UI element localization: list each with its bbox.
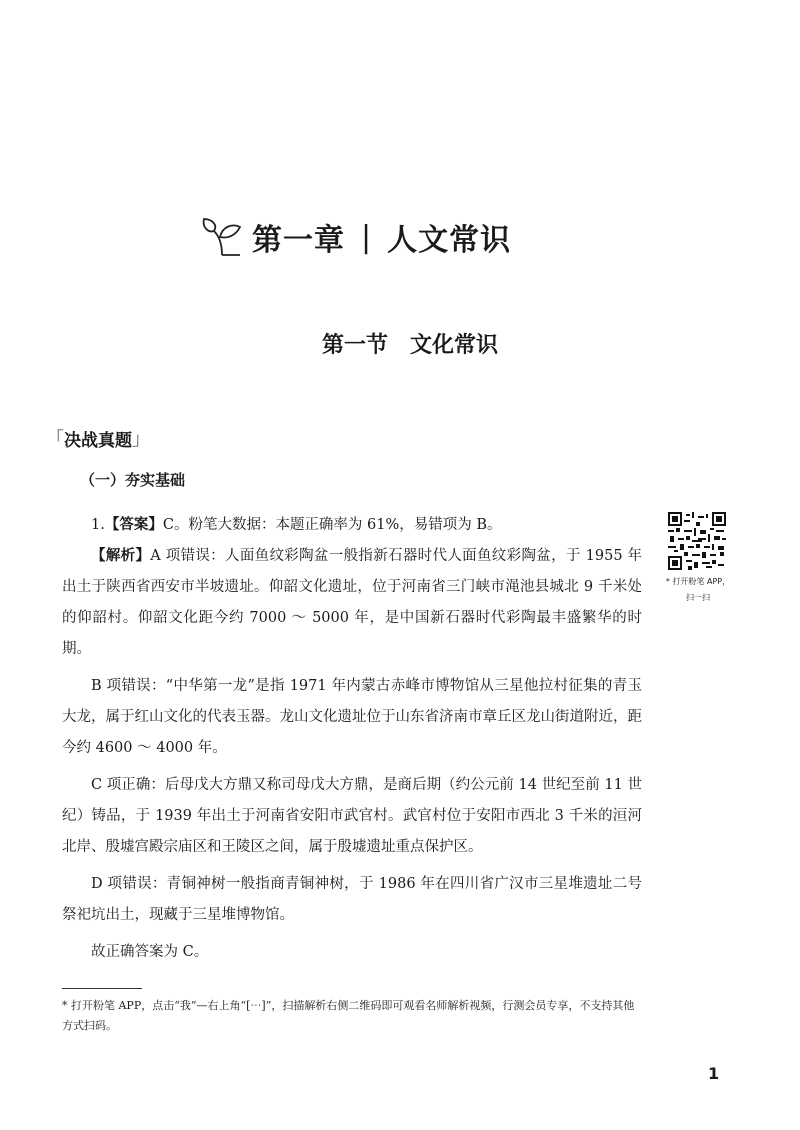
chapter-title: 人文常识 <box>387 223 512 258</box>
answer-text: C。粉笔大数据：本题正确率为 61%，易错项为 B。 <box>162 517 502 533</box>
answer-tag: 【答案】 <box>104 517 163 533</box>
sprout-icon <box>200 215 244 259</box>
analysis-c: C 项正确：后母戊大方鼎又称司母戊大方鼎，是商后期（约公元前 14 世纪至前 11 世纪）铸品，于 1939 年出土于河南省安阳市武官村。武官村位于安阳市西北 3 千米的洹河北岸、殷墟宫殿宗庙区和王陵区之间，属于殷墟遗址重点保护区。 <box>62 777 642 855</box>
subheading: （一）夯实基础 <box>80 471 186 489</box>
analysis-a-text: A 项错误：人面鱼纹彩陶盆一般指新石器时代人面鱼纹彩陶盆，于 1955 年出土于陕西省西安市半坡遗址。仰韶文化遗址，位于河南省三门峡市渑池县城北 9 千米处的仰韶村。仰韶文化距今约 7000 ～ 5000 年，是中国新石器时代彩陶最丰盛繁华的时期。 <box>62 548 643 657</box>
section-number: 第一节 <box>321 333 388 358</box>
analysis-d: D 项错误：青铜神树一般指商青铜神树，于 1986 年在四川省广汉市三星堆遗址二号祭祀坑出土，现藏于三星堆博物馆。 <box>62 876 642 923</box>
tag-close-bracket: 」 <box>132 429 150 450</box>
chapter-number: 第一章 <box>252 223 345 258</box>
footnote: * 打开粉笔 APP，点击“我”—右上角“[⋯]”，扫描解析右侧二维码即可观看名师解析视频，行测会员专享，不支持其他方式扫码。 <box>62 999 635 1032</box>
qr-code[interactable] <box>668 512 726 570</box>
analysis-a <box>62 541 642 665</box>
tag-open-bracket: 「 <box>46 429 64 450</box>
answer-paragraph <box>62 510 642 541</box>
question-number: 1. <box>91 517 105 533</box>
chapter-separator: | <box>361 219 372 255</box>
section-tag <box>46 425 150 451</box>
section-heading <box>0 328 800 359</box>
qr-caption-line2: 扫一扫 <box>686 593 710 602</box>
analysis-b: B 项错误：“中华第一龙”是指 1971 年内蒙古赤峰市博物馆从三星他拉村征集的青玉大龙，属于红山文化的代表玉器。龙山文化遗址位于山东省济南市章丘区龙山街道附近，距今约 4600 ～ 4000 年。 <box>62 678 642 756</box>
section-title: 文化常识 <box>410 333 499 358</box>
qr-caption <box>648 574 748 606</box>
page-number: 1 <box>708 1064 720 1083</box>
analysis-tag: 【解析】 <box>91 548 151 564</box>
footnote-divider <box>62 988 142 989</box>
chapter-heading <box>200 212 620 262</box>
conclusion: 故正确答案为 C。 <box>91 944 209 960</box>
tag-label: 决战真题 <box>64 430 132 451</box>
qr-caption-line1: * 打开粉笔 APP， <box>665 577 731 586</box>
question-body <box>62 510 642 968</box>
